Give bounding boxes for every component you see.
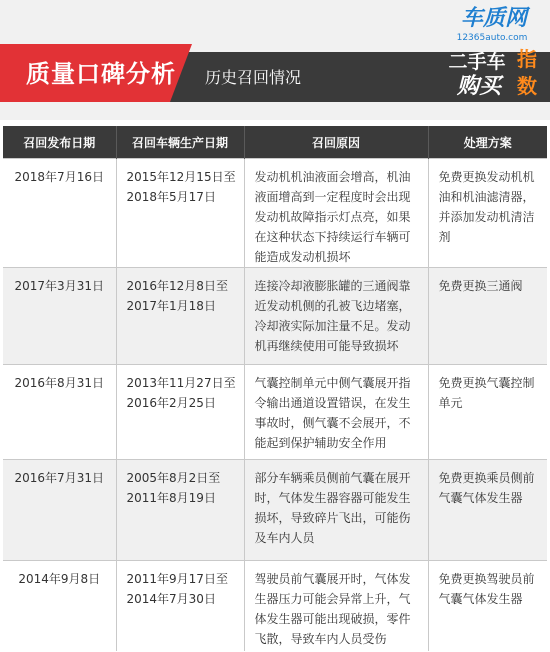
- table-row: [3, 561, 547, 652]
- recall-reason-cell: 气囊控制单元中侧气囊展开指令输出通道设置错误，在发生事故时，侧气囊不会展开，不能起到保护辅助安全作用: [244, 365, 428, 460]
- brand-logo: [440, 6, 544, 104]
- production-date-cell: 2013年11月27日至2016年2月25日: [116, 365, 244, 460]
- solution-cell: 免费更换乘员侧前气囊气体发生器: [428, 460, 547, 561]
- solution-cell: 免费更换驾驶员前气囊气体发生器: [428, 561, 547, 652]
- recall-reason-cell: 驾驶员前气囊展开时，气体发生器压力可能会异常上升，气体发生器可能出现破损，零件飞散，导致车内人员受伤: [244, 561, 428, 652]
- recall-date-cell: 2018年7月16日: [3, 159, 116, 268]
- recall-history-table: [3, 126, 547, 651]
- logo-line1: 二手车: [448, 51, 506, 73]
- production-date-cell: 2011年9月17日至2014年7月30日: [116, 561, 244, 652]
- recall-date-cell: 2017年3月31日: [3, 268, 116, 365]
- solution-cell: 免费更换三通阀: [428, 268, 547, 365]
- table-row: [3, 159, 547, 268]
- recall-reason-cell: 连接冷却液膨胀罐的三通阀靠近发动机侧的孔被飞边堵塞，冷却液实际加注量不足。发动机再继续使用可能导致损坏: [244, 268, 428, 365]
- recall-date-cell: 2016年7月31日: [3, 460, 116, 561]
- table-header-row: [3, 126, 547, 159]
- logo-line2: 购买: [456, 74, 501, 99]
- column-header-solution: 处理方案: [428, 126, 547, 159]
- recall-reason-cell: 部分车辆乘员侧前气囊在展开时，气体发生器容器可能发生损坏，导致碎片飞出，可能伤及车内人员: [244, 460, 428, 561]
- production-date-cell: 2016年12月8日至2017年1月18日: [116, 268, 244, 365]
- solution-cell: 免费更换气囊控制单元: [428, 365, 547, 460]
- table-row: [3, 365, 547, 460]
- solution-cell: 免费更换发动机机油和机油滤清器，并添加发动机清洁剂: [428, 159, 547, 268]
- logo-badge: 指数: [517, 47, 537, 98]
- column-header-reason: 召回原因: [244, 126, 428, 159]
- production-date-cell: 2015年12月15日至2018年5月17日: [116, 159, 244, 268]
- table-row: [3, 268, 547, 365]
- recall-date-cell: 2014年9月8日: [3, 561, 116, 652]
- recall-date-cell: 2016年8月31日: [3, 365, 116, 460]
- table-row: [3, 460, 547, 561]
- page-header: [0, 0, 550, 120]
- logo-url-text: 12365auto.com: [456, 33, 528, 43]
- section-subtitle: 历史召回情况: [205, 68, 302, 87]
- logo-brand-text: 车质网: [460, 6, 527, 31]
- recall-reason-cell: 发动机机油液面会增高，机油液面增高到一定程度时会出现发动机故障指示灯点亮，如果在这种状态下持续运行车辆可能造成发动机损坏: [244, 159, 428, 268]
- column-header-production-date: 召回车辆生产日期: [116, 126, 244, 159]
- page-title: 质量口碑分析: [26, 60, 176, 88]
- production-date-cell: 2005年8月2日至2011年8月19日: [116, 460, 244, 561]
- column-header-recall-date: 召回发布日期: [3, 126, 116, 159]
